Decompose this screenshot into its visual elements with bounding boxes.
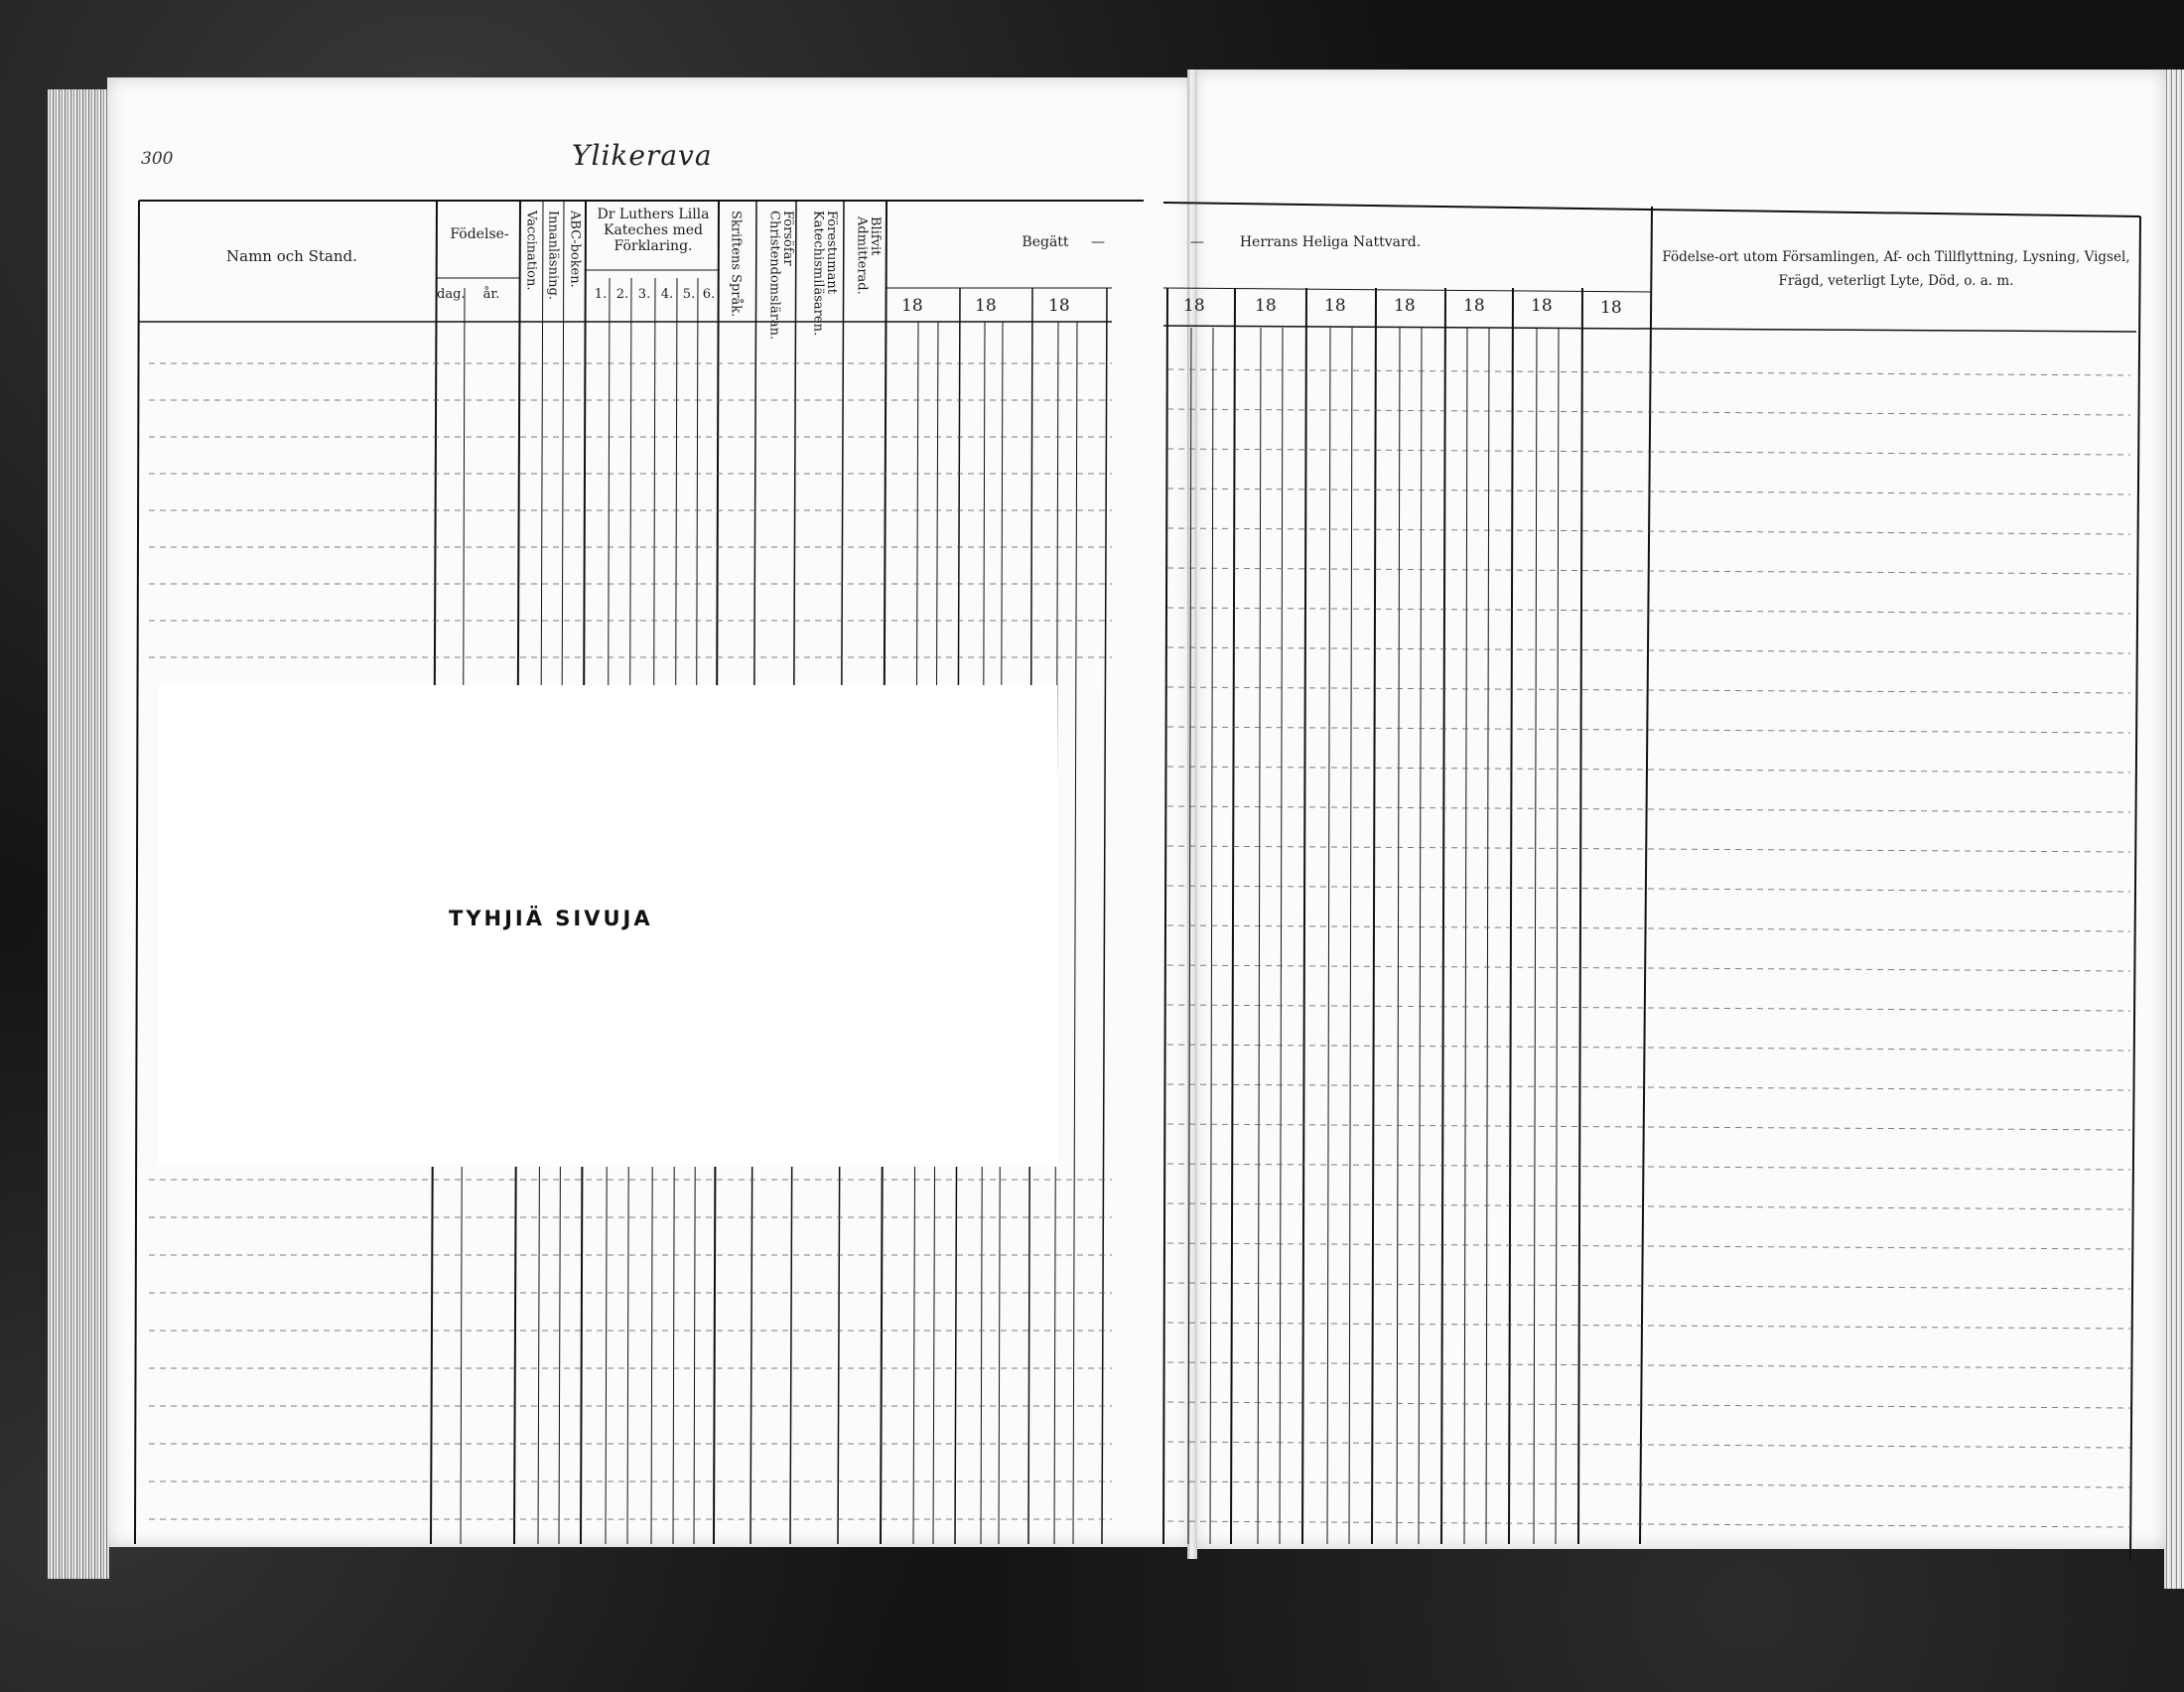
catechism-part-2: 2. <box>615 287 629 302</box>
catechism-part-5: 5. <box>682 287 696 302</box>
catechism-part-3: 3. <box>637 287 651 302</box>
column-begatt: Begätt <box>1022 234 1069 250</box>
page-number: 300 <box>141 149 174 169</box>
column-notes-line1: Födelse-ort utom Församlingen, Af- och Tillflyttning, Lysning, Vigsel, <box>1662 249 2130 265</box>
column-vaccination: Vaccination. <box>523 211 539 291</box>
communion-year-2: 18 <box>1255 296 1277 316</box>
parish-name-handwritten: Ylikerava <box>572 139 713 172</box>
column-catechism: Dr Luthers Lilla Kateches med Förklaring. <box>597 207 710 255</box>
column-notes-line2: Frägd, veterligt Lyte, Död, o. a. m. <box>1778 273 2014 289</box>
communion-year-3: 18 <box>1324 296 1346 316</box>
year-column-1: 18 <box>901 296 923 316</box>
empty-pages-stamp: TYHJIÄ SIVUJA <box>449 907 653 930</box>
catechism-part-4: 4. <box>660 287 674 302</box>
column-birth-day: dag. <box>437 287 466 302</box>
column-catechism-teacher: Förestumant Katechismiläsaren. <box>810 211 839 337</box>
column-abc-book: ABC-boken. <box>567 211 583 288</box>
communion-year-6: 18 <box>1531 296 1553 316</box>
communion-year-7: 18 <box>1600 298 1622 318</box>
column-birth-year: år. <box>482 287 500 302</box>
year-column-3: 18 <box>1048 296 1070 316</box>
catechism-part-1: 1. <box>594 287 608 302</box>
column-holy-communion: Herrans Heliga Nattvard. <box>1239 234 1422 250</box>
column-reading: Innanläsning. <box>545 211 561 300</box>
communion-year-5: 18 <box>1463 296 1485 316</box>
column-christianity: Försöfar Christendomsläran. <box>766 211 795 341</box>
dash-left: — <box>1091 234 1105 250</box>
communion-year-1: 18 <box>1183 296 1205 316</box>
column-admitted: Blifvit Admitterad. <box>854 216 883 295</box>
catechism-part-6: 6. <box>702 287 716 302</box>
year-column-2: 18 <box>975 296 997 316</box>
column-birth: Födelse- <box>450 226 509 242</box>
communion-year-4: 18 <box>1394 296 1416 316</box>
dash-right: — <box>1190 234 1204 250</box>
column-scripture: Skriftens Språk. <box>728 211 744 318</box>
column-name-stand: Namn och Stand. <box>226 247 357 265</box>
